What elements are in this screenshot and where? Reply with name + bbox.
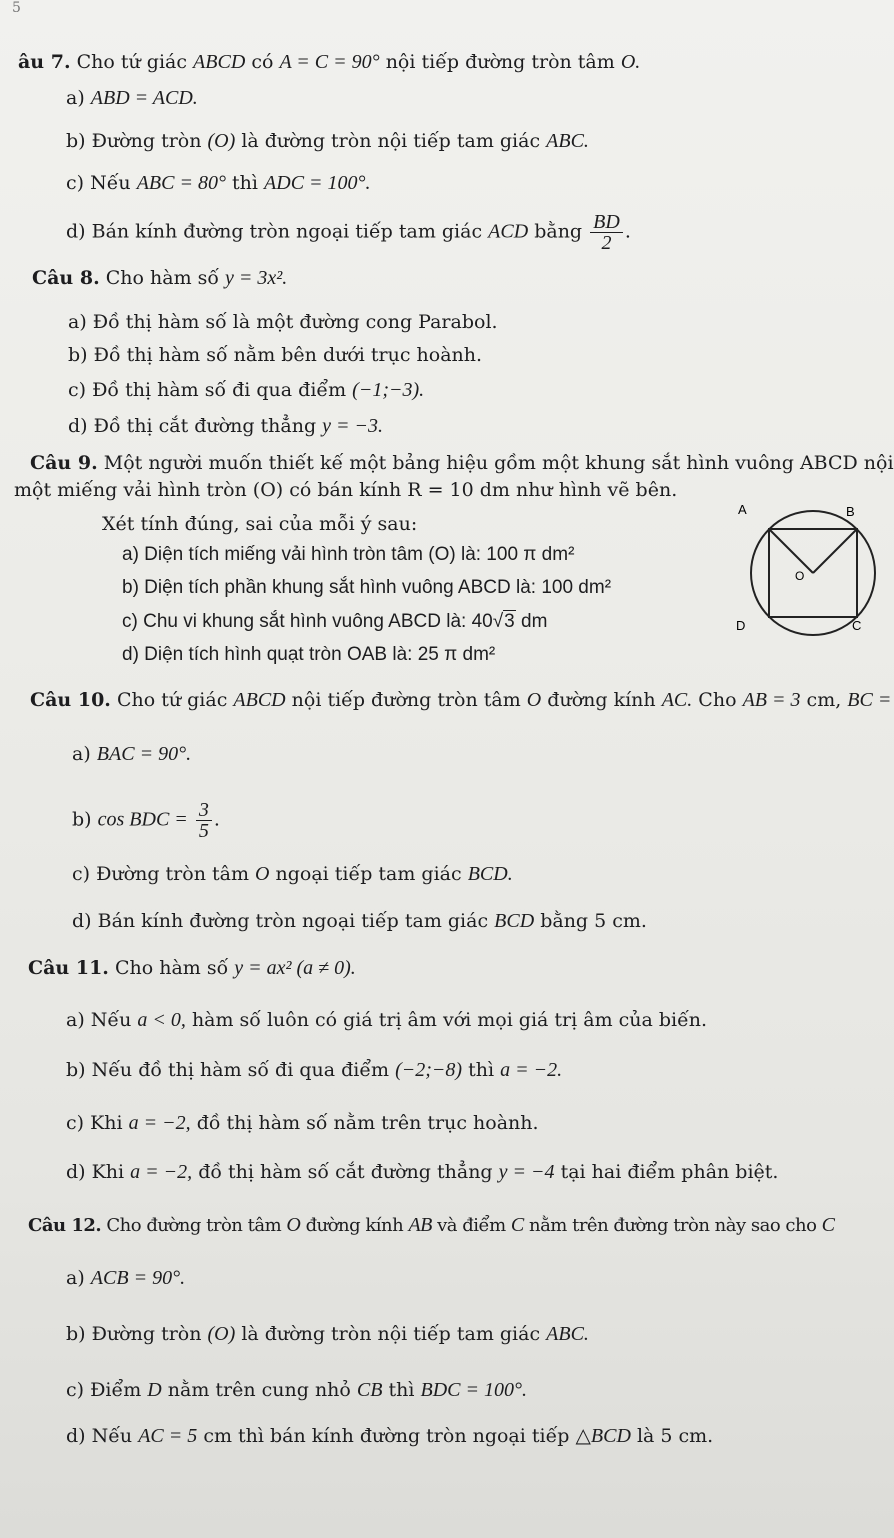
q9-stem-line1: Câu 9. Một người muốn thiết kế một bảng hiệu gồm một khung sắt hình vuông ABCD nội [30,452,894,474]
q9-intro: Xét tính đúng, sai của mỗi ý sau: [102,513,418,535]
label-b: B [846,504,855,519]
label-a: A [738,502,747,517]
q9-option-a: a) Diện tích miếng vải hình tròn tâm (O) là: 100 π dm² [122,544,575,565]
q10-option-c: c) Đường tròn tâm O ngoại tiếp tam giác BCD. [72,863,513,885]
q9-option-b: b) Diện tích phần khung sắt hình vuông ABCD là: 100 dm² [122,577,612,598]
label-d: D [736,618,746,633]
q8-title: Câu 8. [32,267,100,289]
q10-fraction: $\frac{3}{5}$ [196,800,212,841]
q7-option-d: d) Bán kính đường tròn ngoại tiếp tam giác ACD bằng $\frac{BD}{2}$ . [66,211,631,254]
label-c: C [852,618,862,633]
q10-stem: Câu 10. Cho tứ giác ABCD nội tiếp đường tròn tâm O đường kính AC. Cho AB = 3 cm, BC = [30,689,892,711]
q7-title: âu 7. [18,51,71,73]
q12-title: Câu 12. [28,1215,102,1236]
q9-stem-line2: một miếng vải hình tròn (O) có bán kính R = 10 dm như hình vẽ bên. [14,479,678,501]
q10-title: Câu 10. [30,689,111,711]
q8-option-c: c) Đồ thị hàm số đi qua điểm (−1;−3). [68,379,425,401]
q11-option-c: c) Khi a = −2, đồ thị hàm số nằm trên trục hoành. [66,1112,539,1134]
q11-option-d: d) Khi a = −2, đồ thị hàm số cắt đường thẳng y = −4 tại hai điểm phân biệt. [66,1161,779,1183]
q12-stem: Câu 12. Cho đường tròn tâm O đường kính AB và điểm C nằm trên đường tròn này sao cho C [28,1214,835,1236]
q12-option-b: b) Đường tròn (O) là đường tròn nội tiếp tam giác ABC. [66,1323,589,1345]
q10-option-d: d) Bán kính đường tròn ngoại tiếp tam giác BCD bằng 5 cm. [72,910,647,932]
q9-figure [730,500,875,640]
q7-option-c: c) Nếu ABC = 80° thì ADC = 100°. [66,172,371,194]
q7-option-a: a) ABD = ACD. [66,87,198,109]
segment-ob [813,529,857,573]
q12-option-d: d) Nếu AC = 5 cm thì bán kính đường tròn ngoại tiếp △BCD là 5 cm. [66,1425,714,1447]
q7-fraction: $\frac{BD}{2}$ [590,212,623,253]
q7-stem: âu 7. Cho tứ giác ABCD có A = C = 90° nội tiếp đường tròn tâm O. [18,51,641,73]
q9-option-c: c) Chu vi khung sắt hình vuông ABCD là: 40√3 dm [122,611,548,632]
q8-option-d: d) Đồ thị cắt đường thẳng y = −3. [68,415,384,437]
q9-option-d: d) Diện tích hình quạt tròn OAB là: 25 π dm² [122,644,496,665]
q12-option-a: a) ACB = 90°. [66,1267,186,1289]
q8-option-b: b) Đồ thị hàm số nằm bên dưới trục hoành. [68,344,483,366]
header-mark: 5 [12,0,21,16]
segment-oa [769,529,813,573]
q11-title: Câu 11. [28,957,109,979]
q10-option-b: b) cos BDC = $\frac{3}{5}$ . [72,799,220,842]
q11-option-b: b) Nếu đồ thị hàm số đi qua điểm (−2;−8) thì a = −2. [66,1059,563,1081]
q8-option-a: a) Đồ thị hàm số là một đường cong Parabol. [68,311,498,333]
q11-option-a: a) Nếu a < 0, hàm số luôn có giá trị âm với mọi giá trị âm của biến. [66,1009,708,1031]
q10-option-a: a) BAC = 90°. [72,743,192,765]
q11-stem: Câu 11. Cho hàm số y = ax² (a ≠ 0). [28,957,356,979]
q9-title: Câu 9. [30,452,98,474]
q12-option-c: c) Điểm D nằm trên cung nhỏ CB thì BDC = 100°. [66,1379,528,1401]
q7-option-b: b) Đường tròn (O) là đường tròn nội tiếp tam giác ABC. [66,130,589,152]
label-o: O [795,569,805,583]
q8-stem: Câu 8. Cho hàm số y = 3x². [32,267,288,289]
